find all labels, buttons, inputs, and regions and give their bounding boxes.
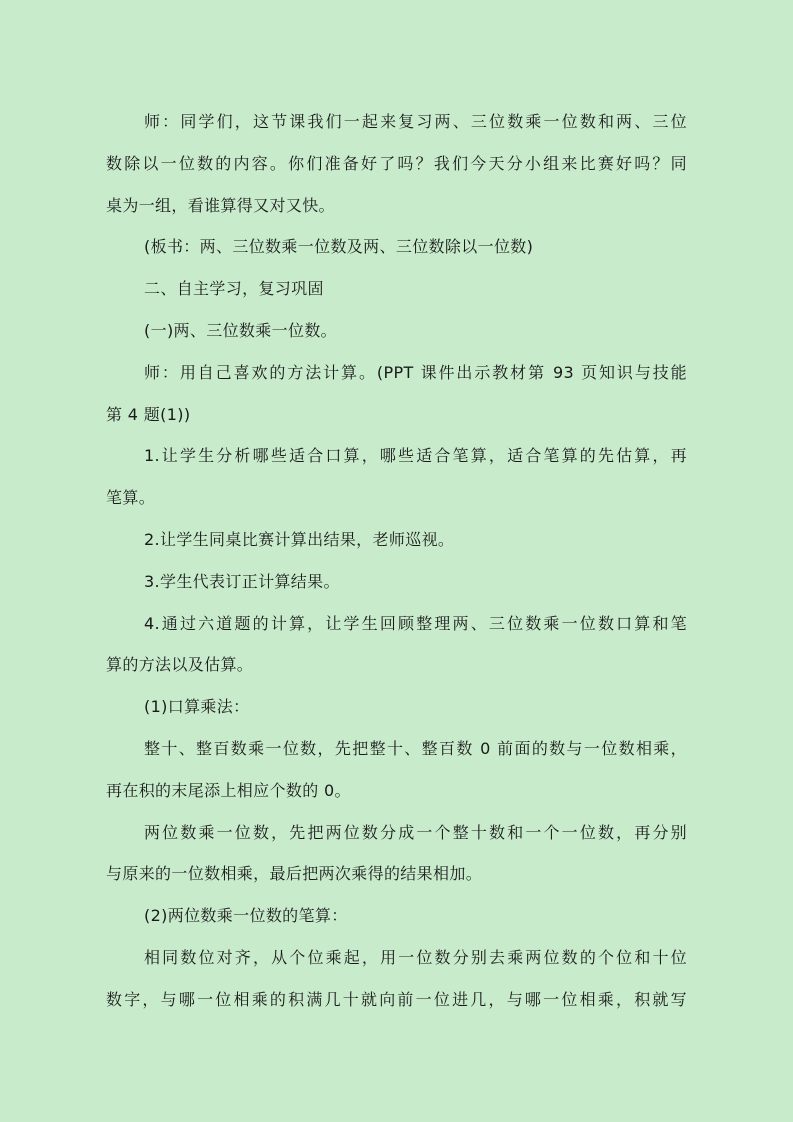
text-line-22: 数字，与哪一位相乘的积满几十就向前一位进几，与哪一位相乘，积就写 — [106, 989, 687, 1009]
step-4: 4.通过六道题的计算，让学生回顾整理两、三位数乘一位数口算和笔 — [144, 613, 687, 633]
text-line-8: 第 4 题(1)) — [106, 404, 191, 424]
text-line-18: 两位数乘一位数，先把两位数分成一个整十数和一个一位数，再分别 — [144, 822, 687, 842]
text-line-19: 与原来的一位数相乘，最后把两次乘得的结果相加。 — [106, 864, 483, 884]
subsection-heading-1: (一)两、三位数乘一位数。 — [144, 320, 338, 340]
oral-multiplication-heading: (1)口算乘法： — [144, 697, 250, 717]
text-line-21: 相同数位对齐，从个位乘起，用一位数分别去乘两位数的个位和十位 — [144, 947, 687, 967]
text-line-2: 数除以一位数的内容。你们准备好了吗？我们今天分小组来比赛好吗？同 — [106, 153, 687, 173]
written-multiplication-heading: (2)两位数乘一位数的笔算： — [144, 906, 348, 926]
text-line-3: 桌为一组，看谁算得又对又快。 — [106, 195, 335, 215]
text-line-1: 师：同学们，这节课我们一起来复习两、三位数乘一位数和两、三位 — [144, 112, 687, 131]
step-4-continued: 算的方法以及估算。 — [106, 655, 254, 675]
text-line-16: 整十、整百数乘一位数，先把整十、整百数 0 前面的数与一位数相乘， — [144, 738, 687, 758]
step-2: 2.让学生同桌比赛计算出结果，老师巡视。 — [144, 529, 455, 549]
step-1-continued: 笔算。 — [106, 488, 156, 508]
step-3: 3.学生代表订正计算结果。 — [144, 571, 340, 591]
board-note: (板书：两、三位数乘一位数及两、三位数除以一位数) — [144, 237, 534, 257]
step-1: 1.让学生分析哪些适合口算，哪些适合笔算，适合笔算的先估算，再 — [144, 446, 687, 466]
text-line-7: 师：用自己喜欢的方法计算。(PPT 课件出示教材第 93 页知识与技能 — [144, 362, 687, 382]
section-heading-2: 二、自主学习，复习巩固 — [144, 279, 324, 299]
text-line-17: 再在积的末尾添上相应个数的 0。 — [106, 780, 351, 800]
